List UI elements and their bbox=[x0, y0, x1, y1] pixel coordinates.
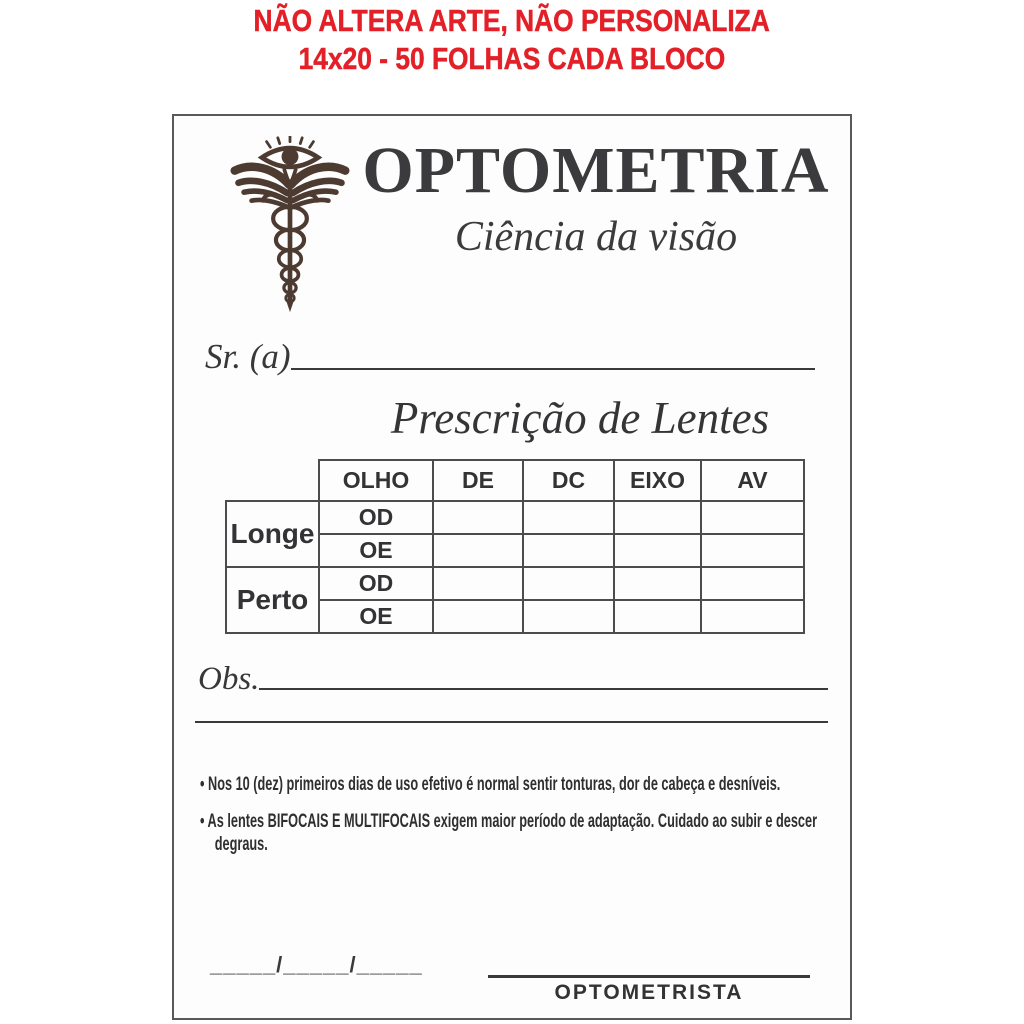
row-group-perto: Perto bbox=[226, 567, 319, 633]
blank-cell bbox=[433, 600, 523, 633]
observations-blank-line bbox=[259, 688, 828, 690]
form-header bbox=[360, 134, 832, 260]
observations-blank-line-2 bbox=[195, 721, 828, 723]
note-text: Nos 10 (dez) primeiros dias de uso efetivo é normal sentir tonturas, dor de cabeça e desníveis. bbox=[207, 774, 781, 795]
eye-cell-oe: OE bbox=[319, 600, 433, 633]
signature-block bbox=[488, 956, 810, 1005]
blank-cell bbox=[433, 534, 523, 567]
date-blank-line: _____/_____/_____ bbox=[210, 952, 423, 977]
table-corner-cell bbox=[226, 460, 319, 501]
prescription-table bbox=[225, 459, 805, 634]
signature-blank-line bbox=[488, 956, 810, 978]
table-row bbox=[226, 501, 804, 534]
observations-label: Obs. bbox=[198, 661, 260, 697]
blank-cell bbox=[701, 600, 804, 633]
eye-caduceus-icon bbox=[228, 136, 352, 314]
eye-cell-od: OD bbox=[319, 501, 433, 534]
blank-cell bbox=[701, 534, 804, 567]
section-heading: Prescrição de Lentes bbox=[390, 393, 770, 443]
table-header-row bbox=[226, 460, 804, 501]
blank-cell bbox=[523, 501, 614, 534]
table-row bbox=[226, 567, 804, 600]
blank-cell bbox=[614, 600, 701, 633]
bullet-icon: • bbox=[200, 774, 205, 795]
blank-cell bbox=[701, 567, 804, 600]
column-header-av: AV bbox=[701, 460, 804, 501]
observations-row bbox=[198, 661, 828, 697]
banner-line-2 bbox=[0, 42, 1024, 76]
banner-line-2-text: 14x20 - 50 FOLHAS CADA BLOCO bbox=[298, 41, 726, 76]
bullet-icon: • bbox=[200, 811, 205, 833]
usage-notes bbox=[200, 774, 830, 856]
blank-cell bbox=[614, 501, 701, 534]
signature-label: OPTOMETRISTA bbox=[554, 981, 744, 1004]
eye-cell-od: OD bbox=[319, 567, 433, 600]
blank-cell bbox=[523, 567, 614, 600]
blank-cell bbox=[523, 534, 614, 567]
banner-line-1 bbox=[0, 4, 1024, 38]
eye-cell-oe: OE bbox=[319, 534, 433, 567]
blank-cell bbox=[701, 501, 804, 534]
note-item bbox=[200, 774, 830, 796]
row-group-longe: Longe bbox=[226, 501, 319, 567]
column-header-olho: OLHO bbox=[319, 460, 433, 501]
column-header-eixo: EIXO bbox=[614, 460, 701, 501]
patient-name-label: Sr. (a) bbox=[205, 337, 291, 376]
patient-name-blank-line bbox=[291, 368, 815, 370]
form-title: OPTOMETRIA bbox=[362, 134, 830, 207]
blank-cell bbox=[433, 501, 523, 534]
note-item bbox=[200, 811, 830, 856]
blank-cell bbox=[433, 567, 523, 600]
banner-line-1-text: NÃO ALTERA ARTE, NÃO PERSONALIZA bbox=[253, 3, 771, 38]
column-header-dc: DC bbox=[523, 460, 614, 501]
form-subtitle: Ciência da visão bbox=[454, 214, 738, 260]
blank-cell bbox=[614, 567, 701, 600]
patient-name-row bbox=[205, 338, 815, 377]
note-text: As lentes BIFOCAIS E MULTIFOCAIS exigem maior período de adaptação. Cuidado ao subir e descer degraus. bbox=[207, 811, 818, 855]
column-header-de: DE bbox=[433, 460, 523, 501]
prescription-sheet bbox=[172, 114, 852, 1020]
blank-cell bbox=[614, 534, 701, 567]
blank-cell bbox=[523, 600, 614, 633]
